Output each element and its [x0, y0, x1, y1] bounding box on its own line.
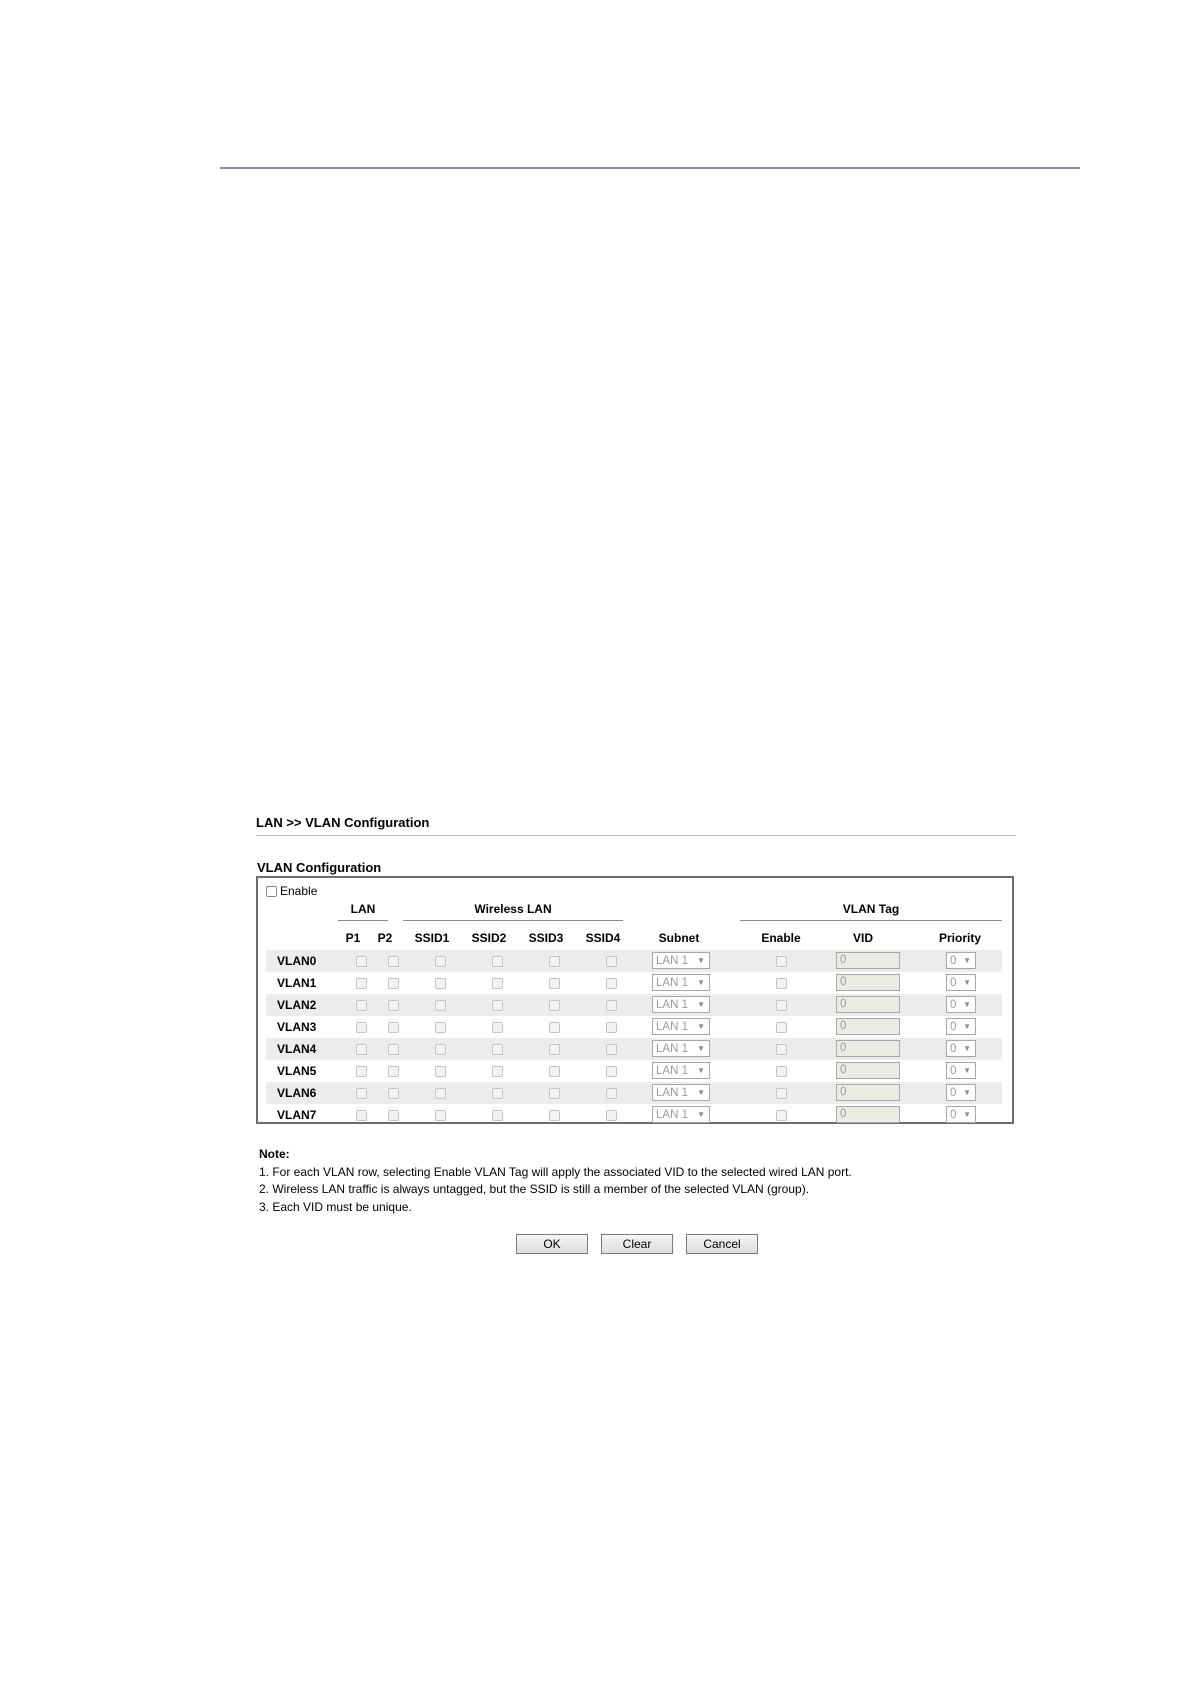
cell-tag-enable — [773, 1060, 789, 1082]
priority-select-value: 0 — [950, 976, 957, 989]
chevron-down-icon: ▼ — [697, 1088, 705, 1097]
vid-input[interactable]: 0 — [836, 1040, 900, 1057]
cell-p2 — [385, 950, 401, 972]
cell-ssid3 — [546, 950, 562, 972]
col-ssid4: SSID4 — [585, 931, 621, 945]
ssid4-checkbox[interactable] — [606, 1044, 617, 1055]
col-p1: P1 — [345, 931, 361, 945]
vid-input[interactable]: 0 — [836, 1106, 900, 1123]
cell-ssid1 — [432, 1104, 448, 1126]
cell-p2 — [385, 1082, 401, 1104]
chevron-down-icon: ▼ — [697, 1066, 705, 1075]
p1-checkbox[interactable] — [356, 1088, 367, 1099]
vid-input[interactable]: 0 — [836, 1018, 900, 1035]
p1-checkbox[interactable] — [356, 1044, 367, 1055]
clear-button[interactable]: Clear — [601, 1234, 673, 1254]
note-line: 3. Each VID must be unique. — [259, 1199, 412, 1214]
chevron-down-icon: ▼ — [697, 1044, 705, 1053]
note-block — [259, 1146, 852, 1216]
cell-tag-enable — [773, 1082, 789, 1104]
subnet-select-value: LAN 1 — [656, 1042, 688, 1055]
ssid4-checkbox[interactable] — [606, 1110, 617, 1121]
priority-select-value: 0 — [950, 1042, 957, 1055]
ssid1-checkbox[interactable] — [435, 1110, 446, 1121]
group-vlan-tag: VLAN Tag — [842, 902, 900, 916]
subnet-select-value: LAN 1 — [656, 998, 688, 1011]
priority-select[interactable] — [946, 1062, 976, 1079]
group-wireless-lan-rule — [403, 920, 623, 921]
chevron-down-icon: ▼ — [963, 1110, 971, 1119]
cell-p2 — [385, 1016, 401, 1038]
ssid3-checkbox[interactable] — [549, 978, 560, 989]
cell-ssid1 — [432, 1016, 448, 1038]
chevron-down-icon: ▼ — [963, 1000, 971, 1009]
cell-p1 — [353, 1104, 369, 1126]
chevron-down-icon: ▼ — [963, 1088, 971, 1097]
cell-ssid2 — [489, 994, 505, 1016]
ssid2-checkbox[interactable] — [492, 1022, 503, 1033]
ok-button[interactable]: OK — [516, 1234, 588, 1254]
tag-enable-checkbox[interactable] — [776, 1022, 787, 1033]
vlan-row-label: VLAN2 — [277, 998, 317, 1012]
vlan-row — [266, 1104, 1002, 1126]
priority-select-value: 0 — [950, 954, 957, 967]
cell-p1 — [353, 1060, 369, 1082]
ssid4-checkbox[interactable] — [606, 1000, 617, 1011]
vlan-enable-row — [266, 884, 317, 898]
ssid1-checkbox[interactable] — [435, 1022, 446, 1033]
vlan-row — [266, 1038, 1002, 1060]
vlan-row-label: VLAN0 — [277, 954, 317, 968]
ssid1-checkbox[interactable] — [435, 1000, 446, 1011]
chevron-down-icon: ▼ — [697, 1022, 705, 1031]
tag-enable-checkbox[interactable] — [776, 956, 787, 967]
vid-input[interactable]: 0 — [836, 996, 900, 1013]
p1-checkbox[interactable] — [356, 956, 367, 967]
cell-ssid2 — [489, 1082, 505, 1104]
subnet-select-value: LAN 1 — [656, 954, 688, 967]
cell-ssid1 — [432, 950, 448, 972]
group-lan-rule — [338, 920, 388, 921]
col-priority: Priority — [938, 931, 981, 945]
cell-ssid1 — [432, 994, 448, 1016]
page-breadcrumb: LAN >> VLAN Configuration — [256, 815, 430, 830]
ssid3-checkbox[interactable] — [549, 1066, 560, 1077]
document-header-rule — [220, 167, 1080, 169]
p2-checkbox[interactable] — [388, 1088, 399, 1099]
cell-tag-enable — [773, 1038, 789, 1060]
subnet-select[interactable] — [652, 1084, 710, 1101]
ssid4-checkbox[interactable] — [606, 1088, 617, 1099]
ssid1-checkbox[interactable] — [435, 956, 446, 967]
cell-ssid4 — [603, 1104, 619, 1126]
priority-select-value: 0 — [950, 998, 957, 1011]
chevron-down-icon: ▼ — [963, 978, 971, 987]
cell-p2 — [385, 994, 401, 1016]
cell-ssid3 — [546, 1082, 562, 1104]
vlan-row-label: VLAN4 — [277, 1042, 317, 1056]
vlan-row — [266, 1082, 1002, 1104]
vid-input[interactable]: 0 — [836, 1084, 900, 1101]
ssid3-checkbox[interactable] — [549, 1000, 560, 1011]
vlan-config-panel — [256, 876, 1014, 1124]
cell-p1 — [353, 1016, 369, 1038]
priority-select[interactable] — [946, 996, 976, 1013]
ssid3-checkbox[interactable] — [549, 1088, 560, 1099]
ssid3-checkbox[interactable] — [549, 956, 560, 967]
cell-ssid2 — [489, 1016, 505, 1038]
chevron-down-icon: ▼ — [697, 978, 705, 987]
p2-checkbox[interactable] — [388, 1000, 399, 1011]
vlan-enable-checkbox[interactable] — [266, 886, 277, 897]
cell-tag-enable — [773, 1104, 789, 1126]
p1-checkbox[interactable] — [356, 978, 367, 989]
cell-ssid1 — [432, 1060, 448, 1082]
vlan-row-label: VLAN5 — [277, 1064, 317, 1078]
ssid2-checkbox[interactable] — [492, 1110, 503, 1121]
vlan-enable-label: Enable — [280, 884, 318, 898]
vid-input[interactable]: 0 — [836, 1062, 900, 1079]
cell-p2 — [385, 1038, 401, 1060]
title-divider — [256, 835, 1016, 836]
ssid2-checkbox[interactable] — [492, 1044, 503, 1055]
priority-select-value: 0 — [950, 1108, 957, 1121]
vlan-row — [266, 1060, 1002, 1082]
col-p2: P2 — [377, 931, 393, 945]
cell-ssid4 — [603, 1060, 619, 1082]
section-title: VLAN Configuration — [257, 860, 382, 875]
priority-select[interactable] — [946, 1084, 976, 1101]
col-ssid2: SSID2 — [471, 931, 507, 945]
p2-checkbox[interactable] — [388, 1110, 399, 1121]
cell-ssid3 — [546, 1060, 562, 1082]
subnet-select-value: LAN 1 — [656, 1020, 688, 1033]
cell-tag-enable — [773, 950, 789, 972]
cell-ssid4 — [603, 1082, 619, 1104]
ssid1-checkbox[interactable] — [435, 1044, 446, 1055]
vlan-row — [266, 950, 1002, 972]
cell-p1 — [353, 994, 369, 1016]
ssid1-checkbox[interactable] — [435, 1066, 446, 1077]
cell-ssid2 — [489, 1060, 505, 1082]
priority-select[interactable] — [946, 974, 976, 991]
vlan-row-label: VLAN3 — [277, 1020, 317, 1034]
ssid4-checkbox[interactable] — [606, 956, 617, 967]
vlan-row-label: VLAN1 — [277, 976, 317, 990]
cell-tag-enable — [773, 994, 789, 1016]
cell-ssid2 — [489, 950, 505, 972]
vlan-row — [266, 972, 1002, 994]
vid-input[interactable]: 0 — [836, 952, 900, 969]
group-vlan-tag-rule — [740, 920, 1002, 921]
cell-ssid3 — [546, 1038, 562, 1060]
cell-ssid2 — [489, 1104, 505, 1126]
ssid3-checkbox[interactable] — [549, 1044, 560, 1055]
ssid4-checkbox[interactable] — [606, 1022, 617, 1033]
col-vid: VID — [852, 931, 873, 945]
col-ssid3: SSID3 — [528, 931, 564, 945]
cancel-button[interactable]: Cancel — [686, 1234, 758, 1254]
p2-checkbox[interactable] — [388, 1066, 399, 1077]
chevron-down-icon: ▼ — [697, 1110, 705, 1119]
cell-ssid1 — [432, 1082, 448, 1104]
chevron-down-icon: ▼ — [963, 1022, 971, 1031]
chevron-down-icon: ▼ — [697, 956, 705, 965]
tag-enable-checkbox[interactable] — [776, 1110, 787, 1121]
priority-select-value: 0 — [950, 1086, 957, 1099]
vlan-row — [266, 1016, 1002, 1038]
col-ssid1: SSID1 — [414, 931, 450, 945]
subnet-select[interactable] — [652, 952, 710, 969]
cell-ssid3 — [546, 1016, 562, 1038]
p2-checkbox[interactable] — [388, 1022, 399, 1033]
subnet-select[interactable] — [652, 1018, 710, 1035]
p1-checkbox[interactable] — [356, 1066, 367, 1077]
chevron-down-icon: ▼ — [697, 1000, 705, 1009]
ssid4-checkbox[interactable] — [606, 978, 617, 989]
p2-checkbox[interactable] — [388, 978, 399, 989]
cell-ssid4 — [603, 972, 619, 994]
p2-checkbox[interactable] — [388, 1044, 399, 1055]
ssid1-checkbox[interactable] — [435, 978, 446, 989]
cell-p1 — [353, 950, 369, 972]
cell-ssid4 — [603, 994, 619, 1016]
tag-enable-checkbox[interactable] — [776, 1044, 787, 1055]
priority-select[interactable] — [946, 952, 976, 969]
cell-p1 — [353, 1038, 369, 1060]
ssid2-checkbox[interactable] — [492, 1066, 503, 1077]
tag-enable-checkbox[interactable] — [776, 1066, 787, 1077]
cell-ssid3 — [546, 1104, 562, 1126]
subnet-select[interactable] — [652, 1040, 710, 1057]
col-subnet: Subnet — [658, 931, 700, 945]
cell-p1 — [353, 1082, 369, 1104]
ssid2-checkbox[interactable] — [492, 1088, 503, 1099]
subnet-select-value: LAN 1 — [656, 976, 688, 989]
col-tag-enable: Enable — [761, 931, 801, 945]
cell-tag-enable — [773, 972, 789, 994]
subnet-select[interactable] — [652, 1106, 710, 1123]
cell-p2 — [385, 972, 401, 994]
ssid1-checkbox[interactable] — [435, 1088, 446, 1099]
cell-ssid4 — [603, 1038, 619, 1060]
priority-select[interactable] — [946, 1040, 976, 1057]
cell-ssid4 — [603, 1016, 619, 1038]
ssid2-checkbox[interactable] — [492, 1000, 503, 1011]
subnet-select[interactable] — [652, 974, 710, 991]
p2-checkbox[interactable] — [388, 956, 399, 967]
cell-ssid2 — [489, 1038, 505, 1060]
p1-checkbox[interactable] — [356, 1110, 367, 1121]
cell-ssid1 — [432, 1038, 448, 1060]
group-lan: LAN — [350, 902, 376, 916]
vlan-row-label: VLAN7 — [277, 1108, 317, 1122]
subnet-select[interactable] — [652, 996, 710, 1013]
priority-select-value: 0 — [950, 1020, 957, 1033]
p1-checkbox[interactable] — [356, 1000, 367, 1011]
chevron-down-icon: ▼ — [963, 956, 971, 965]
vid-input[interactable]: 0 — [836, 974, 900, 991]
group-wireless-lan: Wireless LAN — [474, 902, 552, 916]
vlan-row — [266, 994, 1002, 1016]
ssid2-checkbox[interactable] — [492, 956, 503, 967]
tag-enable-checkbox[interactable] — [776, 1088, 787, 1099]
priority-select[interactable] — [946, 1018, 976, 1035]
cell-p2 — [385, 1060, 401, 1082]
priority-select[interactable] — [946, 1106, 976, 1123]
tag-enable-checkbox[interactable] — [776, 978, 787, 989]
ssid3-checkbox[interactable] — [549, 1022, 560, 1033]
ssid4-checkbox[interactable] — [606, 1066, 617, 1077]
note-title: Note: — [259, 1147, 290, 1161]
p1-checkbox[interactable] — [356, 1022, 367, 1033]
cell-ssid1 — [432, 972, 448, 994]
subnet-select[interactable] — [652, 1062, 710, 1079]
chevron-down-icon: ▼ — [963, 1066, 971, 1075]
cell-ssid2 — [489, 972, 505, 994]
subnet-select-value: LAN 1 — [656, 1108, 688, 1121]
cell-tag-enable — [773, 1016, 789, 1038]
note-line: 1. For each VLAN row, selecting Enable VLAN Tag will apply the associated VID to the selected wired LAN port. — [259, 1164, 852, 1179]
priority-select-value: 0 — [950, 1064, 957, 1077]
cell-ssid4 — [603, 950, 619, 972]
chevron-down-icon: ▼ — [963, 1044, 971, 1053]
cell-ssid3 — [546, 994, 562, 1016]
ssid2-checkbox[interactable] — [492, 978, 503, 989]
cell-p1 — [353, 972, 369, 994]
subnet-select-value: LAN 1 — [656, 1086, 688, 1099]
subnet-select-value: LAN 1 — [656, 1064, 688, 1077]
vlan-row-label: VLAN6 — [277, 1086, 317, 1100]
tag-enable-checkbox[interactable] — [776, 1000, 787, 1011]
cell-ssid3 — [546, 972, 562, 994]
note-line: 2. Wireless LAN traffic is always untagged, but the SSID is still a member of the selected VLAN (group). — [259, 1182, 810, 1196]
cell-p2 — [385, 1104, 401, 1126]
ssid3-checkbox[interactable] — [549, 1110, 560, 1121]
